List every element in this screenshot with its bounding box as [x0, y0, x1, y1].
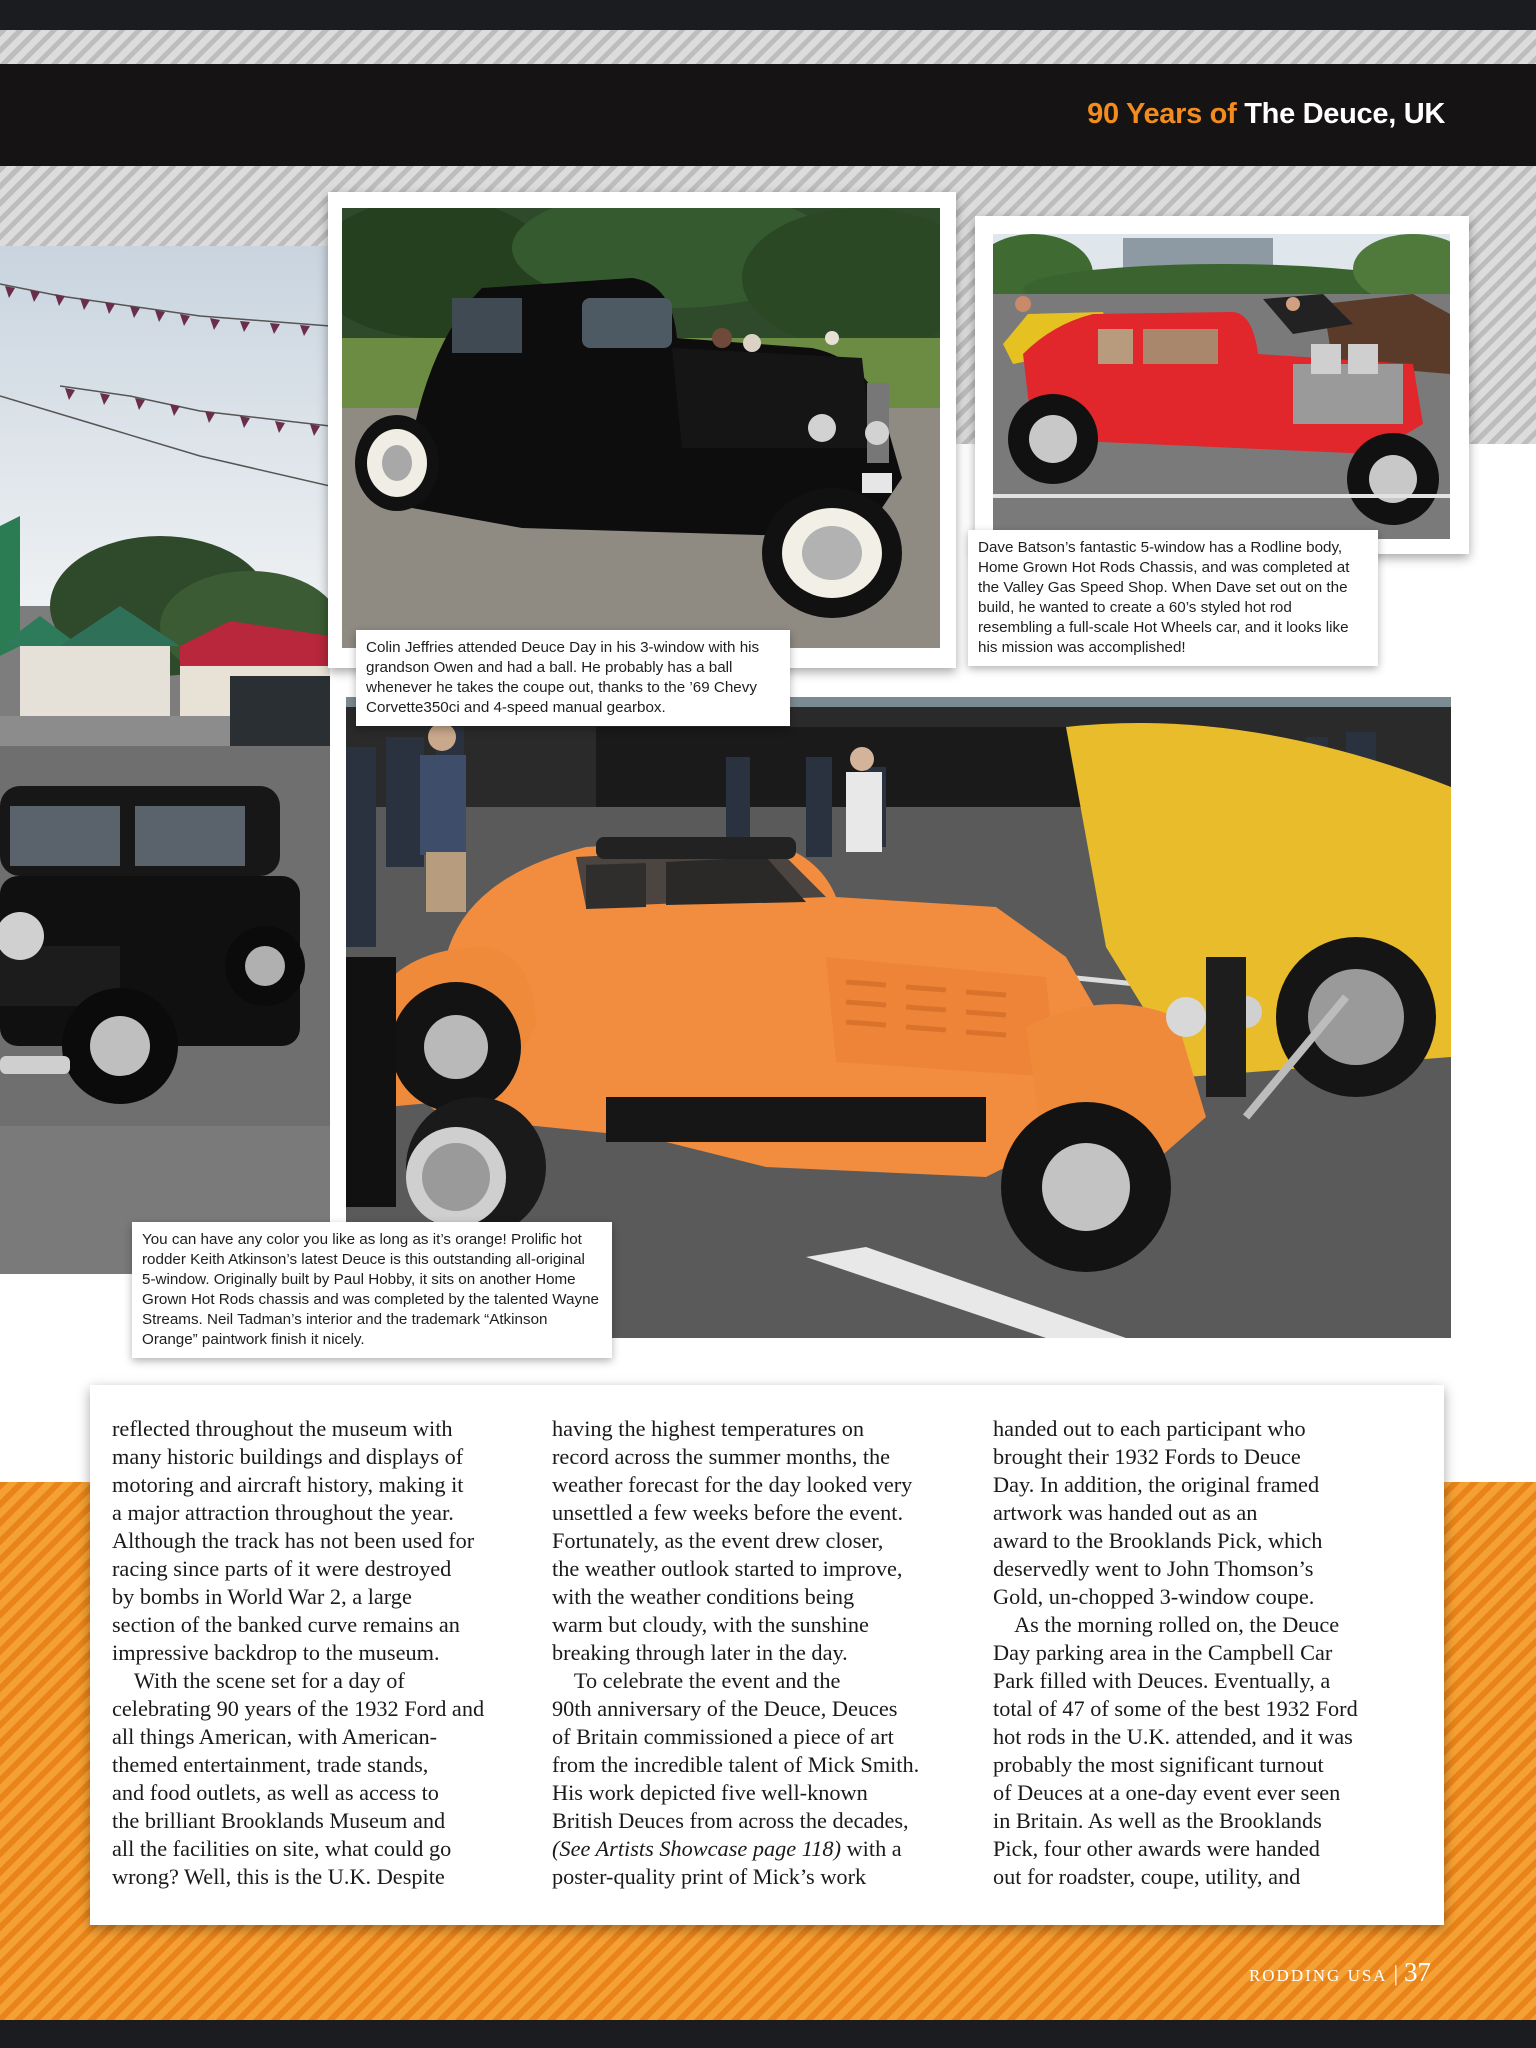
photo-frame-red-coupe [975, 216, 1469, 554]
artists-showcase-reference: (See Artists Showcase page 118) [552, 1836, 841, 1861]
article-column-2-text: having the highest temperatures on record across the summer months, the weather forecast for the day looked very unsettled a few weeks before the event. Fortunately, as the event drew closer, the weather outlook started to improve, with the weather conditions being warm but cloudy, with the sunshine breaking through later in the day. To celebrate the event and the 90th anniversary of the Deuce, Deuces of Britain commissioned a piece of art from the incredible talent of Mick Smith. His work depicted five well-known British Deuces from across the decades, [552, 1416, 920, 1833]
page-number: 37 [1404, 1957, 1431, 1987]
article-column-2-text-end: with a poster-quality print of Mick’s work [552, 1836, 902, 1889]
folio-separator: | [1393, 1961, 1398, 1986]
photo-frame-black-coupe [328, 192, 956, 668]
section-title-main: The Deuce, UK [1244, 98, 1445, 130]
caption-orange-coupe: You can have any color you like as long as it’s orange! Prolific hot rodder Keith Atkinson’s latest Deuce is this outstanding all-original 5-window. Originally built by Paul Hobby, it sits on another Home Grown Hot Rods chassis and was completed by the talented Wayne Streams. Neil Tadman’s interior and the trademark “Atkinson Orange” paintwork finish it nicely. [132, 1222, 612, 1358]
article-column-1: reflected throughout the museum with many historic buildings and displays of motoring and aircraft history, making it a major attraction throughout the year. Although the track has not been used for racing since parts of it were destroyed by bombs in World War 2, a large section of the banked curve remains an impressive backdrop to the museum. With the scene set for a day of celebrating 90 years of the 1932 Ford and all things American, with American- themed entertainment, trade stands, and food outlets, as well as access to the brilliant Brooklands Museum and all the facilities on site, what could go wrong? Well, this is the U.K. Despite [112, 1416, 485, 1889]
section-title [1087, 98, 1445, 131]
bottom-dark-band [0, 2020, 1536, 2048]
folio [1249, 1957, 1431, 1988]
photo-red-coupe [993, 234, 1450, 539]
article-column-2 [552, 1415, 982, 1891]
photo-black-sedan [0, 246, 330, 1274]
caption-red-coupe: Dave Batson’s fantastic 5-window has a Rodline body, Home Grown Hot Rods Chassis, and was completed at the Valley Gas Speed Shop. When Dave set out on the build, he wanted to create a 60’s styled hot rod resembling a full-scale Hot Wheels car, and it looks like his mission was accomplished! [968, 530, 1378, 666]
caption-black-coupe: Colin Jeffries attended Deuce Day in his 3-window with his grandson Owen and had a ball. He probably has a ball whenever he takes the coupe out, thanks to the ’69 Chevy Corvette350ci and 4-speed manual gearbox. [356, 630, 790, 726]
photo-black-coupe [342, 208, 940, 648]
article-body [90, 1385, 1444, 1925]
gray-stripe-band-top [0, 30, 1536, 64]
magazine-name: RODDING USA [1248, 1966, 1388, 1985]
section-title-accent: 90 Years of [1087, 98, 1237, 130]
top-dark-band [0, 0, 1536, 30]
article-column-3: handed out to each participant who brought their 1932 Fords to Deuce Day. In addition, the original framed artwork was handed out as an award to the Brooklands Pick, which deservedly went to John Thomson’s Gold, un-chopped 3-window coupe. As the morning rolled on, the Deuce Day parking area in the Campbell Car Park filled with Deuces. Eventually, a total of 47 of some of the best 1932 Ford hot rods in the U.K. attended, and it was probably the most significant turnout of Deuces at a one-day event ever seen in Britain. As well as the Brooklands Pick, four other awards were handed out for roadster, coupe, utility, and [993, 1416, 1358, 1889]
